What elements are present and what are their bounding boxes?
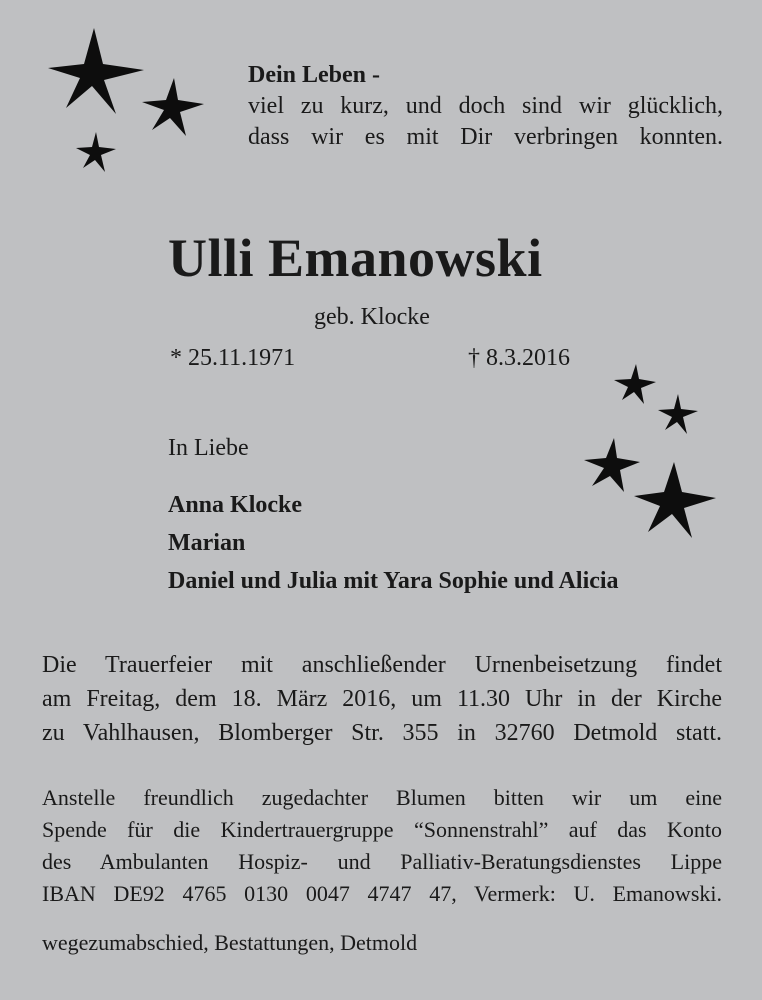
mourners-list [168,486,619,600]
poem-heading: Dein Leben - [248,62,380,88]
deceased-name: Ulli Emanowski [168,228,543,288]
donation-line: des Ambulanten Hospiz- und Palliativ-Beratungsdienstes Lippe [42,849,722,874]
donation-line: Spende für die Kindertrauergruppe “Sonnenstrahl” auf das Konto [42,817,722,842]
service-info [42,648,722,750]
star-icon [584,438,640,492]
mourner-name: Anna Klocke [168,492,303,518]
funeral-home: wegezumabschied, Bestattungen, Detmold [42,930,418,955]
star-icon [658,394,698,434]
mourner-name: Daniel und Julia mit Yara Sophie und Alicia [168,568,619,594]
mourner-name: Marian [168,530,246,556]
poem-line [248,91,728,122]
star-icon [614,364,656,404]
death-date: † 8.3.2016 [468,345,570,371]
poem-text: viel zu kurz, und doch sind wir glücklich, [248,93,723,119]
donation-info [42,782,722,910]
birth-date: * 25.11.1971 [170,345,296,371]
star-icon [48,28,144,114]
poem [248,60,728,153]
star-icon [76,132,116,172]
star-icon [142,78,204,136]
star-icon [634,462,716,538]
service-line: zu Vahlhausen, Blomberger Str. 355 in 32760 Detmold statt. [42,720,722,746]
service-line: Die Trauerfeier mit anschließender Urnenbeisetzung findet [42,652,722,678]
poem-text: dass wir es mit Dir verbringen konnten. [248,124,723,150]
donation-line: IBAN DE92 4765 0130 0047 4747 47, Vermerk: U. Emanowski. [42,881,722,906]
donation-line: Anstelle freundlich zugedachter Blumen bitten wir um eine [42,785,722,810]
mourners-intro: In Liebe [168,435,249,461]
born-name: geb. Klocke [314,304,430,330]
poem-line [248,122,728,153]
service-line: am Freitag, dem 18. März 2016, um 11.30 Uhr in der Kirche [42,686,722,712]
